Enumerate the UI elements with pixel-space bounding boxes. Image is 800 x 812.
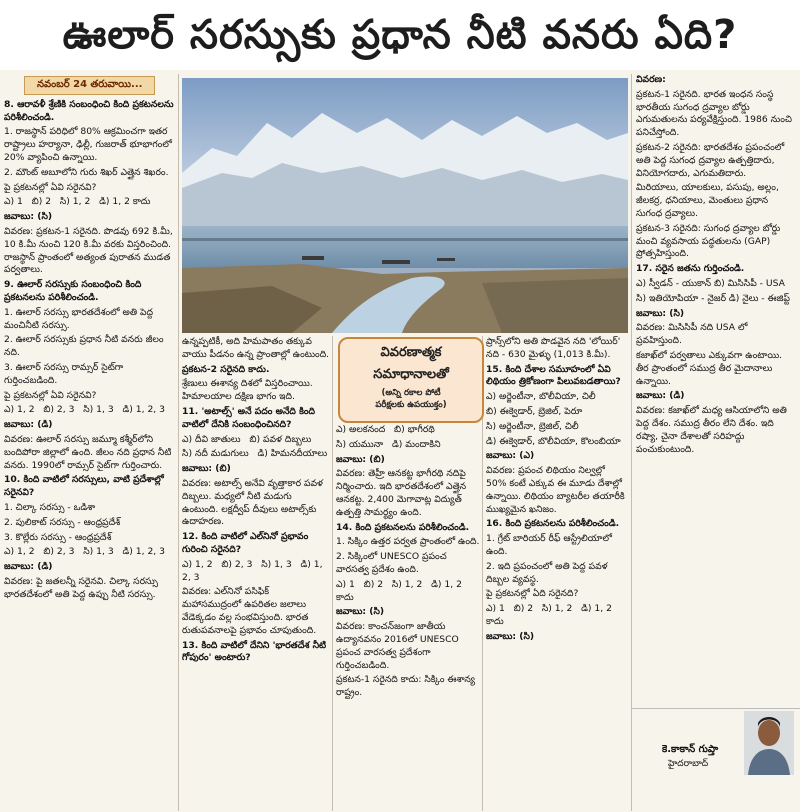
text-block: ఎ) అలకనంద బి) భాగీరథి — [336, 424, 435, 435]
callout-line2: సమాధానాలతో — [373, 367, 449, 382]
text-block: జవాబు: (బి) — [336, 453, 385, 465]
article-column-3 — [336, 424, 480, 811]
text-block: ఎ) అర్జెంటీనా, బొలీవియా, చిలీ — [486, 391, 596, 403]
author-photo-image — [744, 711, 794, 775]
text-block: మిరియాలు, యాలకులు, పసుపు, అల్లం, జీలకర్ర, ధనియాలు, మెంతులు ప్రధాన సుగంధ ద్రవ్యాలు. — [636, 182, 782, 219]
text-block: 2. మౌంట్ అబూలోని గురు శిఖర్ ఎత్తైన శిఖరం. — [4, 166, 169, 178]
text-block: ఎ) 1 బి) 2 సి) 1, 2 డి) 1, 2 కాదు — [336, 578, 465, 603]
text-block: సి) యమునా డి) మందాకిని — [336, 438, 441, 450]
explanation-callout — [338, 337, 484, 423]
text-block: 9. ఊలార్ సరస్సుకు సంబంధించి కింది ప్రకటనలను పరిశీలించండి. — [4, 279, 145, 303]
text-block: 2. ఇది ప్రపంచంలో అతి పెద్ద పవళ దిబ్బల వ్యవస్థ. — [486, 560, 611, 585]
text-block: 16. కింది ప్రకటనలను పరిశీలించండి. — [486, 518, 620, 530]
text-block: ప్రకటన-1 సరైనది కాదు: సిక్కిం ఈశాన్య రాష్ట్రం. — [336, 674, 478, 699]
text-block: ఎ) 1 బి) 2 సి) 1, 2 డి) 1, 2 కాదు — [486, 603, 615, 627]
text-block: వివరణ: కాంచన్‌జంగా జాతీయ ఉద్యానవనం 2016లో UNESCO ప్రపంచ వారసత్వ ప్రదేశంగా గుర్తించబడింది. — [336, 621, 462, 671]
text-block: 17. సరైన జతను గుర్తించండి. — [636, 263, 745, 275]
text-block: వివరణ: ఎల్‌నినో పసిఫిక్ మహాసముద్రంలో ఉపరితల జలాలు వేడెక్కడం వల్ల సంభవిస్తుంది. భారత రుతుపవనాలపై ప్రభావం చూపుతుంది. — [182, 586, 317, 636]
text-block: 10. కింది వాటిలో సరస్సులు, వాటి ప్రదేశాల్లో సరైనవి? — [4, 474, 167, 499]
text-block: 1. చిల్కా సరస్సు - ఒడిశా — [4, 501, 96, 513]
column-divider — [332, 336, 333, 811]
text-block: 8. ఆరావళీ శ్రేణికి సంబంధించి కింది ప్రకటనలను పరిశీలించండి. — [4, 98, 177, 123]
text-block: 3. కొల్లేరు సరస్సు - ఆంధ్రప్రదేశ్ — [4, 531, 112, 543]
text-block: 2. ఊలార్ సరస్సుకు ప్రధాన నీటి వనరు జీలం నది. — [4, 334, 167, 359]
text-block: జవాబు: (సి) — [336, 606, 385, 618]
text-block: 11. 'అటాల్స్' అనే పదం అనేది కింది వాటిలో దేనికి సంబంధించినది? — [182, 405, 319, 430]
lake-photo — [182, 78, 628, 333]
text-block: వివరణ: తెహ్రీ ఆనకట్ట భాగీరథి నదిపై నిర్మించారు. ఇది భారతదేశంలో ఎత్తైన ఆనకట్ట. 2,400 మెగావాట్ల విద్యుత్ ఉత్పత్తి సామర్థ్యం ఉంది. — [336, 468, 470, 518]
headline-banner — [0, 0, 800, 70]
text-block: వివరణ: పై జతలన్నీ సరైనవి. చిల్కా సరస్సు భారతదేశంలో అతి పెద్ద ఉప్పు నీటి సరస్సు. — [4, 575, 161, 600]
text-block: ఉన్నప్పటికీ, అది హిమపాతం తక్కువ వాయు పీడనం ఉన్న ప్రాంతాల్లో ఉంటుంది. — [182, 336, 330, 360]
text-block: ప్రకటన-2 సరైనది: భారతదేశం ప్రపంచంలో అతి పెద్ద సుగంధ ద్రవ్యాల ఉత్పత్తిదారు, వినియోగదారు, ఎగుమతిదారు. — [636, 141, 788, 179]
text-block: జవాబు: (ఎ) — [486, 450, 535, 462]
text-block: కజాఖ్‌లో పర్వతాలు ఎక్కువగా ఉంటాయి. తీర ప్రాంతంలో సముద్ర తీర మైదానాలు ఉన్నాయి. — [636, 349, 785, 387]
text-block: శ్రేణులు ఈశాన్య దిశలో విస్తరించాయి. హిమాలయాల దక్షిణ భాగం ఇది. — [182, 378, 316, 403]
text-block: పై ప్రకటనల్లో ఏవి సరైనవి? — [4, 389, 97, 401]
headline-title: ఊలార్ సరస్సుకు ప్రధాన నీటి వనరు ఏది? — [62, 12, 738, 58]
text-block: పై ప్రకటనల్లో ఏది సరైనది? — [486, 588, 579, 600]
article-column-5 — [636, 74, 796, 706]
text-block: 2. సిక్కింలో UNESCO ప్రపంచ వారసత్వ ప్రదేశం ఉంది. — [336, 551, 450, 575]
text-block: సి) ఇతియోపియా - నైజర్ డి) నైలు - ఈజిప్ట్ — [636, 292, 790, 304]
author-name: కె.కాకాన్ గుప్తా — [662, 744, 719, 755]
date-tag: నవంబర్ 24 తరువాయి... — [24, 76, 155, 95]
callout-line3: (అన్ని రకాల పోటీ — [381, 388, 441, 398]
text-block: 12. కింది వాటిలో ఎల్‌నినో ప్రభావం గురించి సరైనది? — [182, 531, 312, 555]
article-column-1 — [4, 74, 177, 811]
text-block: జవాబు: (డి) — [636, 390, 685, 402]
column-divider — [178, 74, 179, 811]
text-block: వివరణ: ఊలార్ సరస్సు జమ్మూ కశ్మీర్‌లోని బందిపోరా జిల్లాలో ఉంది. జీలం నది ప్రధాన నీటి వనరు. 1990లో రామ్సర్ సైట్‌గా గుర్తించారు. — [4, 433, 175, 471]
text-block: 1. గ్రేట్ బారియర్ రీఫ్ ఆస్ట్రేలియాలో ఉంది. — [486, 533, 615, 557]
text-block: ప్రకటన-1 సరైనది. భారత ఇంధన సంస్థ భారతీయ సుగంధ ద్రవ్యాల బోర్డు ఎగుమతులను పర్యవేక్షిస్తుంది. 1986 నుంచి పనిచేస్తోంది. — [636, 88, 795, 139]
text-block: సి) అర్జెంటీనా, బ్రెజిల్, చిలీ — [486, 420, 579, 432]
text-block: ఎ) స్వీడన్ - యుకాన్ బి) మిసిసిపీ - USA — [636, 277, 785, 289]
text-block: 13. కింది వాటిలో దేనిని 'భారతదేశ నీటి గోపురం' అంటారు? — [182, 639, 330, 664]
text-block: సి) నదీ మడుగులు డి) హిమనదీయాలు — [182, 448, 328, 460]
text-block: బి) ఈక్వెడార్, బ్రెజిల్, పెరూ — [486, 405, 583, 417]
text-block: ప్రకటన-2 సరైనది కాదు. — [182, 363, 270, 375]
text-block: జవాబు: (సి) — [486, 630, 535, 642]
text-block: 15. కింది దేశాల సమూహంలో ఏవి లిథియం త్రికోణంగా పిలువబడతాయి? — [486, 363, 621, 388]
text-block: వివరణ: — [636, 74, 666, 85]
text-block: డి) ఈక్వెడార్, బొలీవియా, కొలంబియా — [486, 435, 621, 447]
article-column-4 — [486, 336, 628, 811]
text-block: 3. ఊలార్ సరస్సు రామ్సర్ సైట్‌గా గుర్తించబడింది. — [4, 361, 127, 386]
text-block: వివరణ: ప్రకటన-1 సరైనది. పొడవు 692 కి.మీ, 10 కి.మీ నుంచి 120 కి.మీ వరకు విస్తరించింది. రాజస్థాన్ ప్రాంతంలో అత్యంత పురాతన ముడత పర్వతాలు. — [4, 225, 176, 276]
text-block: జవాబు: (సి) — [636, 307, 685, 319]
text-block: వివరణ: ప్రపంచ లిథియం నిల్వల్లో 50% కంటే ఎక్కువ ఈ మూడు దేశాల్లో ఉన్నాయి. లిథియం బ్యాటరీల తయారీకి ముఖ్యమైన ఖనిజం. — [486, 465, 628, 515]
text-block: ఎ) 1, 2 బి) 2, 3 సి) 1, 3 డి) 1, 2, 3 — [182, 558, 326, 583]
text-block: పై ప్రకటనల్లో ఏవి సరైనవి? — [4, 181, 97, 193]
text-block: ఎ) 1, 2 బి) 2, 3 సి) 1, 3 డి) 1, 2, 3 — [4, 546, 165, 558]
text-block: ఎ) 1, 2 బి) 2, 3 సి) 1, 3 డి) 1, 2, 3 — [4, 404, 165, 416]
text-block: 1. ఊలార్ సరస్సు భారతదేశంలో అతి పెద్ద మంచినీటి సరస్సు. — [4, 306, 156, 331]
text-block: ప్రాన్స్‌లోని అతి పొడవైన నది 'లోయిర్' నది - 630 మైళ్ళు (1,013 కి.మీ). — [486, 336, 624, 360]
text-block: జవాబు: (సి) — [4, 211, 53, 223]
callout-line4: పరీక్షలకు ఉపయుక్తం) — [375, 400, 447, 410]
callout-line1: వివరణాత్మక — [380, 345, 442, 360]
text-block: వివరణ: కజాఖ్‌లో మధ్య ఆసియాలోని అతి పెద్ద దేశం. సముద్ర తీరం లేని దేశం. ఇది రష్యా, చైనా దేశాలతో సరిహద్దు పంచుకుంటుంది. — [636, 405, 790, 455]
text-block: వివరణ: మిసిసిపీ నది USA లో ప్రవహిస్తుంది. — [636, 322, 751, 347]
text-block: 14. కింది ప్రకటనలను పరిశీలించండి. — [336, 521, 470, 533]
author-photo — [744, 711, 794, 775]
text-block: జవాబు: (డి) — [4, 561, 53, 573]
text-block: 1. రాజస్థాన్ పరిధిలో 80% ఆక్రమించగా ఇతర రాష్ట్రాలు హర్యానా, ఢిల్లీ, గుజరాత్ భూభాగంలో 20% వ్యాపించి ఉన్నాయి. — [4, 126, 175, 163]
text-block: ఎ) దీవి జాతులు బి) పవళ దిబ్బలు — [182, 433, 312, 445]
text-block: 1. సిక్కిం ఉత్తర పర్వత ప్రాంతంలో ఉంది. — [336, 536, 480, 548]
text-block: ఎ) 1 బి) 2 సి) 1, 2 డి) 1, 2 కాదు — [4, 196, 151, 208]
author-box — [632, 708, 800, 812]
column-divider — [631, 74, 632, 811]
author-place: హైదరాబాద్ — [668, 759, 709, 769]
text-block: జవాబు: (బి) — [182, 463, 231, 475]
lake-photo-image — [182, 78, 628, 333]
text-block: 2. పులికాట్ సరస్సు - ఆంధ్రప్రదేశ్ — [4, 516, 121, 528]
article-column-2 — [182, 336, 330, 811]
text-block: ప్రకటన-3 సరైనది: సుగంధ ద్రవ్యాల బోర్డు మంచి వ్యవసాయ పద్ధతులను (GAP) ప్రోత్సహిస్తుంది. — [636, 222, 784, 260]
text-block: వివరణ: అటాల్స్ అనేవి వృత్తాకార పవళ దిబ్బలు. మధ్యలో నీటి మడుగు ఉంటుంది. లక్షద్వీప్ దీవులు అటాల్స్‌కు ఉదాహరణ. — [182, 477, 326, 528]
text-block: జవాబు: (డి) — [4, 419, 53, 431]
